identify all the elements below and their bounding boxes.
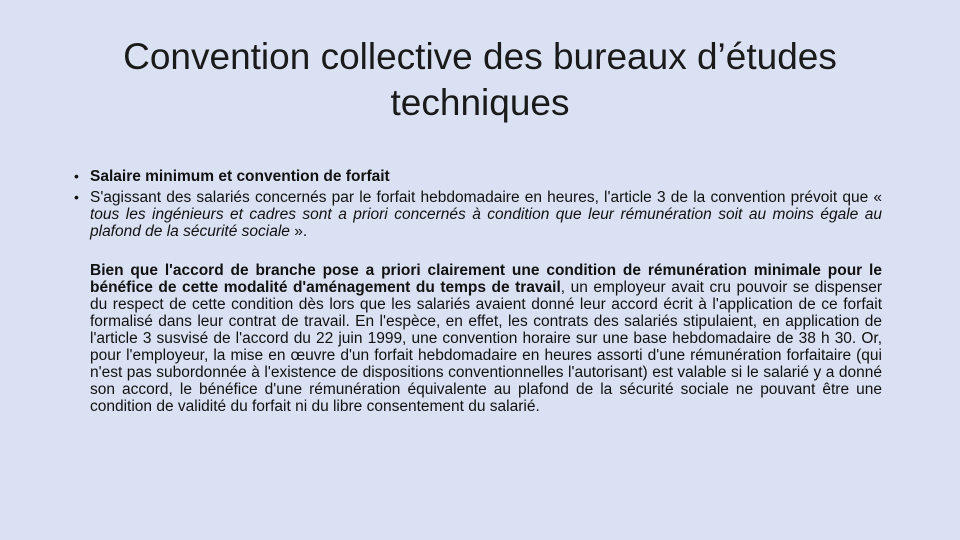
bullet-item [74,168,882,185]
bullet-heading: Salaire minimum et convention de forfait [90,168,390,185]
bullet-icon: • [74,189,79,205]
bullet-text-tail: ». [289,223,308,240]
body-paragraph [90,262,882,415]
slide-title: Convention collective des bureaux d’études techniques [123,36,837,123]
bullet-item [74,189,882,240]
bullet-text [90,189,882,240]
slide-content [74,168,882,415]
paragraph-rest: , un employeur avait cru pouvoir se dispenser du respect de cette condition dès lors que les salariés avaient donné leur accord écrit à l'application de ce forfait formalisé dans leur contrat de travail. En l'espèce, en effet, les contrats des salariés stipulaient, en application de l'article 3 susvisé de l'accord du 22 juin 1999, une convention horaire sur une base hebdomadaire de 38 h 30. Or, pour l'employeur, la mise en œuvre d'un forfait hebdomadaire en heures assorti d'une rémunération forfaitaire (qui n'est pas subordonnée à l'existence de dispositions conventionnelles l'autorisant) est valable si le salarié y a donné son accord, le bénéfice d'une rémunération équivalente au plafond de la sécurité sociale ne pouvant être une condition de validité du forfait ni du libre consentement du salarié. [90,279,882,415]
bullet-text-lead: S'agissant des salariés concernés par le forfait hebdomadaire en heures, l'article 3 de la convention prévoit que « [90,189,882,206]
bullet-text-quote: tous les ingénieurs et cadres sont a priori concernés à condition que leur rémunération soit au moins égale au plafond de la sécurité sociale [90,206,882,240]
bullet-icon: • [74,168,79,184]
paragraph-bold-intro: Bien que l'accord de branche pose a priori clairement une condition de rémunération minimale pour le bénéfice de cette modalité d'aménagement du temps de travail [90,262,882,296]
